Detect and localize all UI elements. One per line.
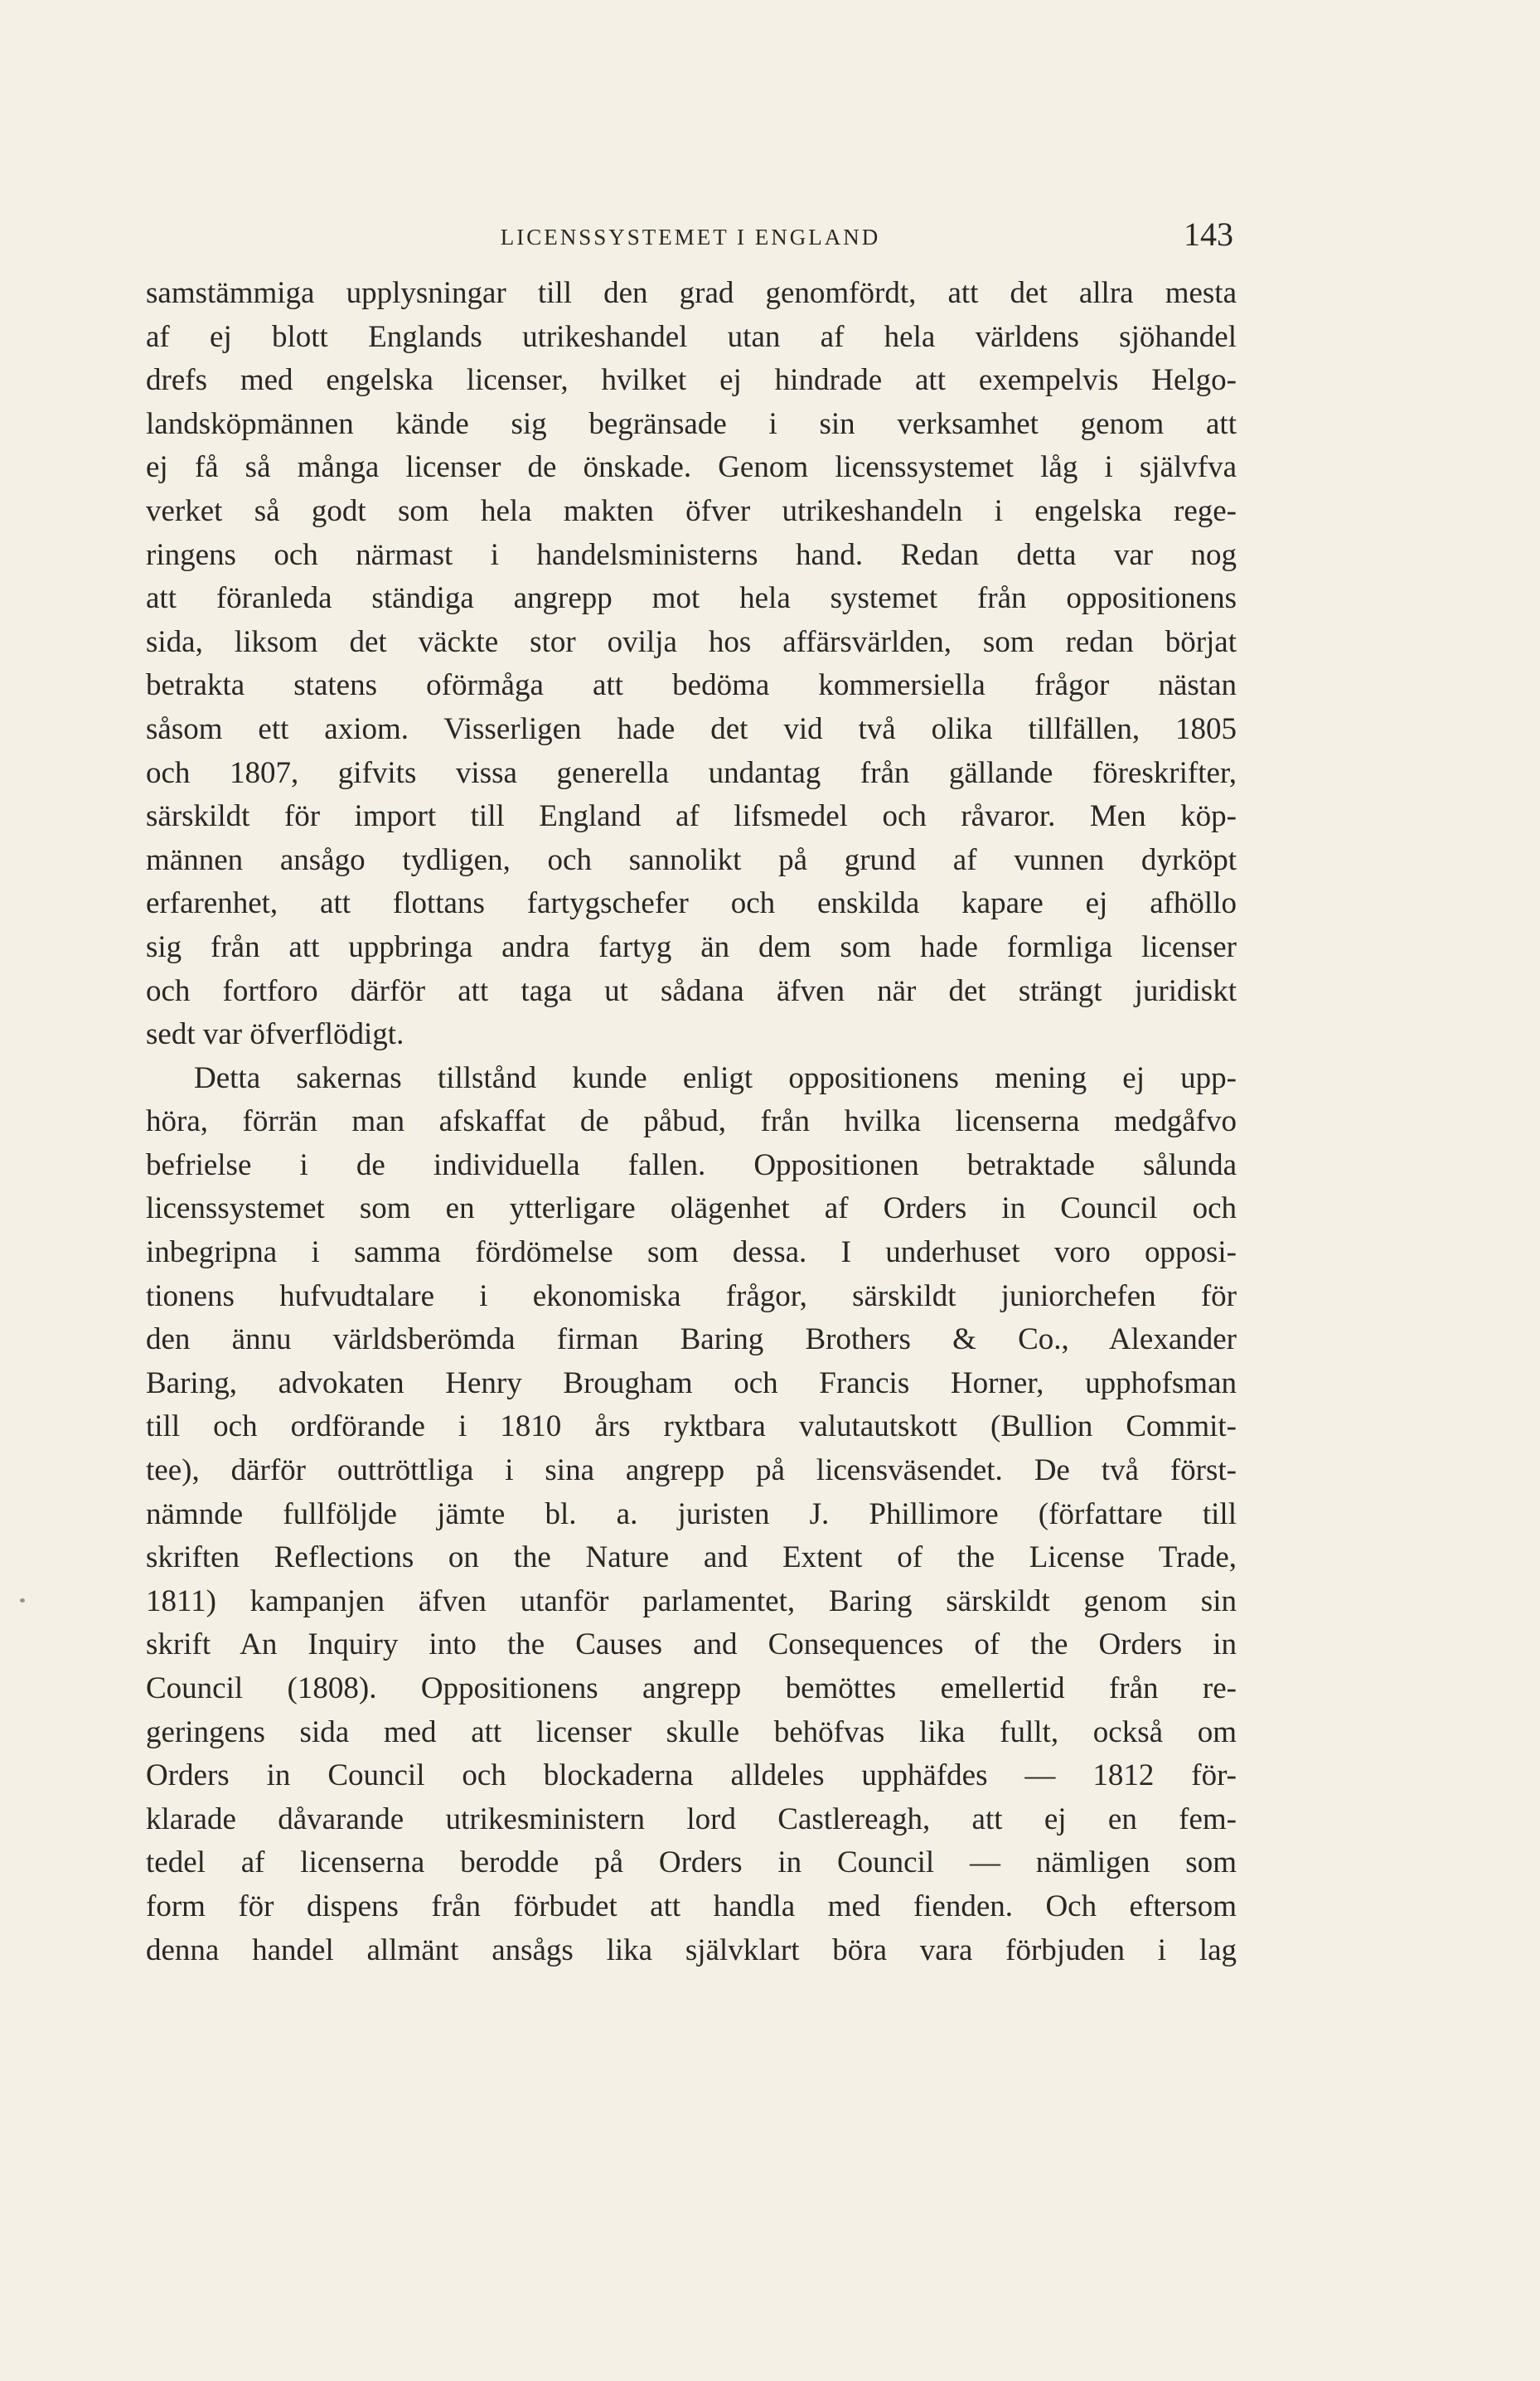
text-line: sig från att uppbringa andra fartyg än dem som hade formliga licenser <box>146 929 1237 964</box>
text-line: af ej blott Englands utrikeshandel utan af hela världens sjöhandel <box>146 319 1237 354</box>
text-line: och fortforo därför att taga ut sådana äfven när det strängt juridiskt <box>146 973 1237 1008</box>
text-line: höra, förrän man afskaffat de påbud, från hvilka licenserna medgåfvo <box>146 1104 1237 1139</box>
text-line: att föranleda ständiga angrepp mot hela systemet från oppositionens <box>146 581 1237 616</box>
text-line: ej få så många licenser de önskade. Genom licenssystemet låg i självfva <box>146 450 1237 485</box>
text-line: tionens hufvudtalare i ekonomiska frågor, särskildt juniorchefen för <box>146 1278 1237 1313</box>
body-text <box>146 272 1237 1972</box>
text-line: nämnde fullföljde jämte bl. a. juristen J. Phillimore (författare till <box>146 1496 1237 1531</box>
text-line: särskildt för import till England af lifsmedel och råvaror. Men köp- <box>146 799 1237 834</box>
running-head <box>148 216 1233 254</box>
paper-speck <box>20 1598 25 1603</box>
text-line: tedel af licenserna berodde på Orders in Council — nämligen som <box>146 1845 1237 1880</box>
text-line: samstämmiga upplysningar till den grad genomfördt, att det allra mesta <box>146 276 1237 310</box>
text-line: denna handel allmänt ansågs lika självklart böra vara förbjuden i lag <box>146 1932 1237 1967</box>
text-line: betrakta statens oförmåga att bedöma kommersiella frågor nästan <box>146 668 1237 703</box>
text-line: erfarenhet, att flottans fartygschefer och enskilda kapare ej afhöllo <box>146 886 1237 921</box>
running-title: LICENSSYSTEMET I ENGLAND <box>500 225 881 250</box>
text-line: männen ansågo tydligen, och sannolikt på grund af vunnen dyrköpt <box>146 842 1237 877</box>
text-line: Detta sakernas tillstånd kunde enligt oppositionens mening ej upp- <box>194 1060 1237 1095</box>
text-line: Orders in Council och blockaderna alldeles upphäfdes — 1812 för- <box>146 1758 1237 1793</box>
text-line: tee), därför outtröttliga i sina angrepp på licensväsendet. De två först- <box>146 1453 1237 1488</box>
text-line: Baring, advokaten Henry Brougham och Francis Horner, upphofsman <box>146 1365 1237 1400</box>
text-line: verket så godt som hela makten öfver utrikeshandeln i engelska rege- <box>146 493 1237 528</box>
paragraph-1 <box>146 272 1237 1057</box>
text-line: landsköpmännen kände sig begränsade i sin verksamhet genom att <box>146 406 1237 441</box>
text-line: 1811) kampanjen äfven utanför parlamentet, Baring särskildt genom sin <box>146 1583 1237 1618</box>
text-line: till och ordförande i 1810 års ryktbara valutautskott (Bullion Commit- <box>146 1409 1237 1444</box>
text-line: klarade dåvarande utrikesministern lord Castlereagh, att ej en fem- <box>146 1802 1237 1836</box>
text-line: geringens sida med att licenser skulle behöfvas lika fullt, också om <box>146 1714 1237 1749</box>
text-line: ringens och närmast i handelsministerns hand. Redan detta var nog <box>146 537 1237 572</box>
text-line: och 1807, gifvits vissa generella undantag från gällande föreskrifter, <box>146 755 1237 790</box>
page-number: 143 <box>1184 216 1233 253</box>
text-line: licenssystemet som en ytterligare olägenhet af Orders in Council och <box>146 1191 1237 1226</box>
text-line: sida, liksom det väckte stor ovilja hos affärsvärlden, som redan börjat <box>146 624 1237 659</box>
text-line: Council (1808). Oppositionens angrepp bemöttes emellertid från re- <box>146 1671 1237 1705</box>
text-line: drefs med engelska licenser, hvilket ej hindrade att exempelvis Helgo- <box>146 363 1237 398</box>
paragraph-2 <box>146 1057 1237 1972</box>
text-line: den ännu världsberömda firman Baring Brothers & Co., Alexander <box>146 1322 1237 1357</box>
text-line: befrielse i de individuella fallen. Oppositionen betraktade sålunda <box>146 1147 1237 1182</box>
text-line: form för dispens från förbudet att handla med fienden. Och eftersom <box>146 1889 1237 1923</box>
text-line: sedt var öfverflödigt. <box>146 1017 404 1052</box>
text-line: skrift An Inquiry into the Causes and Consequences of the Orders in <box>146 1627 1237 1662</box>
text-line: såsom ett axiom. Visserligen hade det vid två olika tillfällen, 1805 <box>146 711 1237 746</box>
text-line: inbegripna i samma fördömelse som dessa. I underhuset voro opposi- <box>146 1235 1237 1270</box>
text-line: skriften Reflections on the Nature and Extent of the License Trade, <box>146 1540 1237 1575</box>
